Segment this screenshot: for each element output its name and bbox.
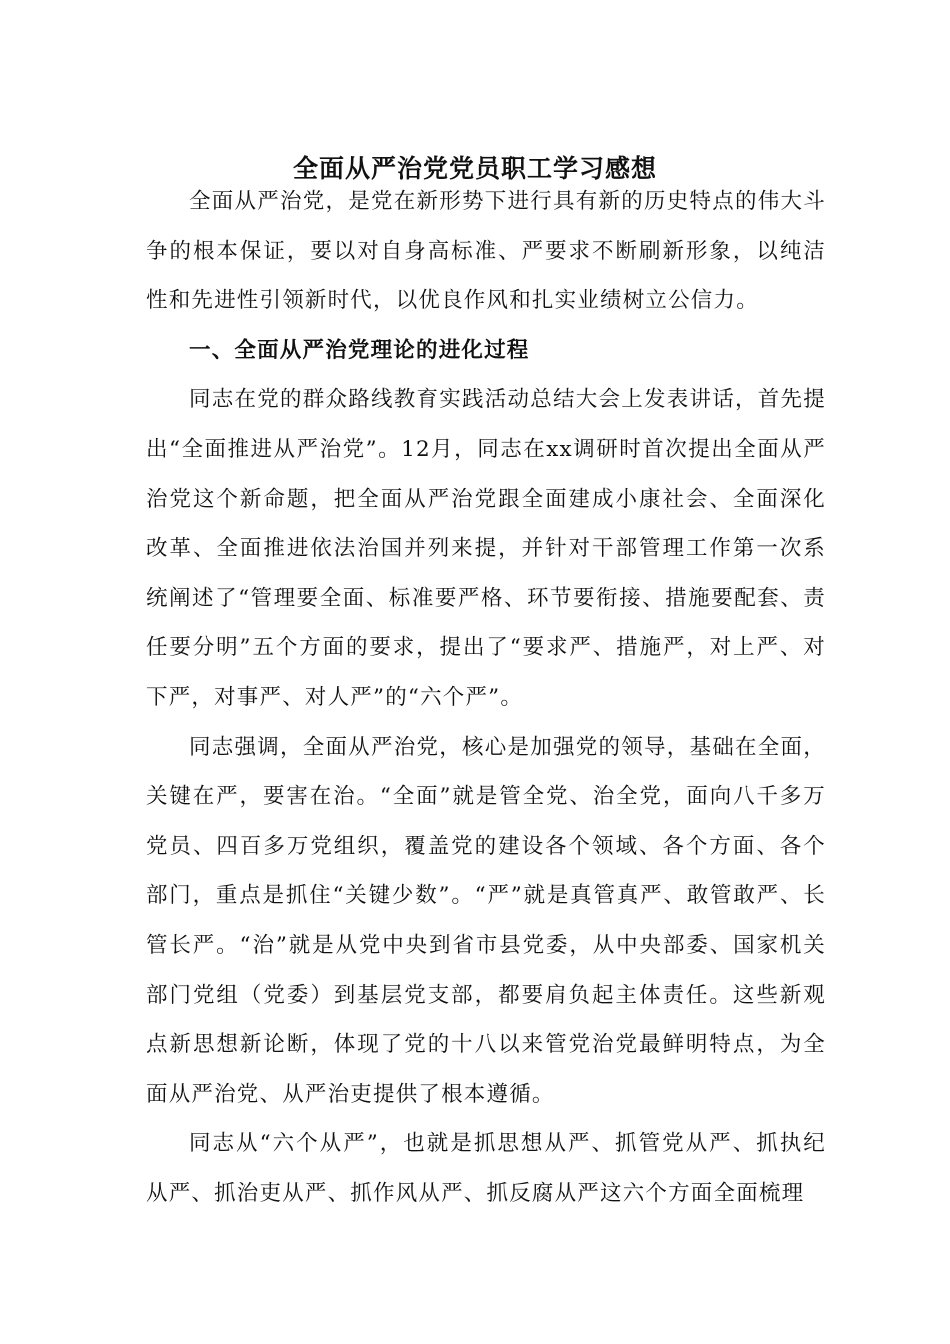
- section-heading: 一、全面从严治党理论的进化过程: [189, 337, 530, 363]
- document-title: 全面从严治党党员职工学习感想: [292, 153, 657, 183]
- body-paragraph-1: 同志在党的群众路线教育实践活动总结大会上发表讲话，首先提出“全面推进从严治党”。12月，同志在xx调研时首次提出全面从严治党这个新命题，把全面从严治党跟全面建成小康社会、全面深化改革、全面推进依法治国并列来提，并针对干部管理工作第一次系统阐述了“管理要全面、标准要严格、环节要衔接、措施要配套、责任要分明”五个方面的要求，提出了“要求严、措施严，对上严、对下严，对事严、对人严”的“六个严”。: [146, 387, 826, 710]
- body-paragraph-3: 同志从“六个从严”，也就是抓思想从严、抓管党从严、抓执纪从严、抓治吏从严、抓作风从严、抓反腐从严这六个方面全面梳理: [146, 1131, 826, 1206]
- body-paragraph-2: 同志强调，全面从严治党，核心是加强党的领导，基础在全面，关键在严，要害在治。“全面”就是管全党、治全党，面向八千多万党员、四百多万党组织，覆盖党的建设各个领域、各个方面、各个部门，重点是抓住“关键少数”。“严”就是真管真严、敢管敢严、长管长严。“治”就是从党中央到省市县党委，从中央部委、国家机关部门党组（党委）到基层党支部，都要肩负起主体责任。这些新观点新思想新论断，体现了党的十八以来管党治党最鲜明特点，为全面从严治党、从严治吏提供了根本遵循。: [146, 734, 826, 1107]
- document-body: [146, 177, 826, 1218]
- intro-paragraph: 全面从严治党，是党在新形势下进行具有新的历史特点的伟大斗争的根本保证，要以对自身高标准、严要求不断刷新形象，以纯洁性和先进性引领新时代，以优良作风和扎实业绩树立公信力。: [146, 189, 826, 314]
